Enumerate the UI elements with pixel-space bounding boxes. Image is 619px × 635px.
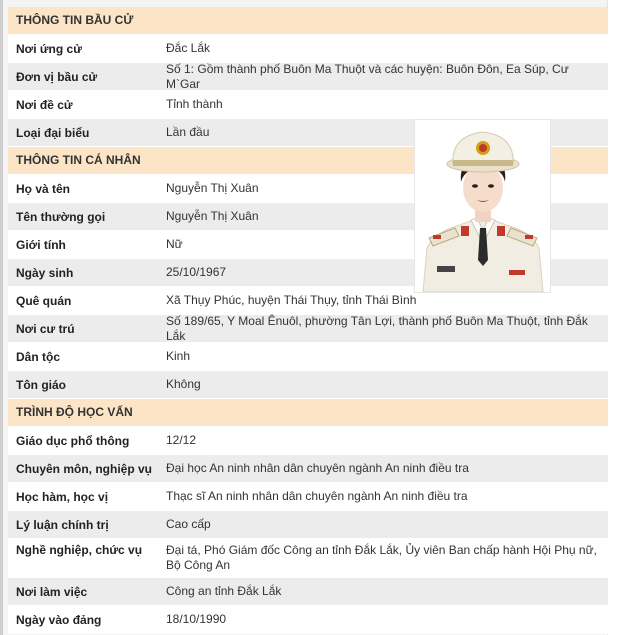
scrollbar-track[interactable] <box>607 0 619 635</box>
row-label: Tôn giáo <box>16 377 66 392</box>
row-value: Đại tá, Phó Giám đốc Công an tỉnh Đắk Lắk, Ủy viên Ban chấp hành Hội Phụ nữ, Bộ Công An <box>166 543 597 572</box>
section-header-personal: THÔNG TIN CÁ NHÂN <box>8 147 608 175</box>
row-value: 18/10/1990 <box>166 612 227 626</box>
row-value: Số 1: Gồm thành phố Buôn Ma Thuột và các huyện: Buôn Đôn, Ea Súp, Cư M`Gar <box>166 61 569 91</box>
row-value: Tỉnh thành <box>166 97 223 111</box>
row-value: Nữ <box>166 237 183 251</box>
row-value: Nguyễn Thị Xuân <box>166 181 259 195</box>
row-value: Số 189/65, Y Moal Ênuôl, phường Tân Lợi, thành phố Buôn Ma Thuột, tỉnh Đắk Lắk <box>166 313 588 343</box>
row-label: Nơi ứng cử <box>16 41 82 56</box>
row-label: Ngày vào đảng <box>16 612 102 627</box>
row-label: Quê quán <box>16 293 72 308</box>
row-value: Thạc sĩ An ninh nhân dân chuyên ngành An ninh điều tra <box>166 489 468 503</box>
officer-portrait-icon <box>415 120 550 292</box>
row-value: Xã Thụy Phúc, huyện Thái Thụy, tỉnh Thái Bình <box>166 293 417 307</box>
row-label: Nơi đề cử <box>16 97 73 112</box>
row-value: Đắc Lắk <box>166 41 211 55</box>
section-header-election: THÔNG TIN BẦU CỬ <box>8 7 608 35</box>
candidate-photo <box>414 119 551 293</box>
row-label: Nghề nghiệp, chức vụ <box>16 543 143 557</box>
table-row <box>8 35 608 63</box>
table-row <box>8 483 608 511</box>
row-label: Ngày sinh <box>16 265 74 280</box>
row-label: Loại đại biểu <box>16 125 90 140</box>
table-row <box>8 63 608 91</box>
row-value: Kinh <box>166 349 191 363</box>
page-left-edge <box>0 0 3 635</box>
candidate-info-table <box>8 7 608 634</box>
row-label: Nơi làm việc <box>16 584 88 599</box>
table-row <box>8 91 608 119</box>
table-row <box>8 427 608 455</box>
table-row <box>8 455 608 483</box>
row-label: Họ và tên <box>16 181 71 196</box>
row-value: Nguyễn Thị Xuân <box>166 209 259 223</box>
row-value: 25/10/1967 <box>166 265 227 279</box>
row-label: Học hàm, học vị <box>16 489 109 504</box>
row-label: Tên thường gọi <box>16 209 106 224</box>
row-value: Không <box>166 377 201 391</box>
row-label: Chuyên môn, nghiệp vụ <box>16 461 153 476</box>
table-row <box>8 511 608 539</box>
table-row <box>8 343 608 371</box>
section-header-education: TRÌNH ĐỘ HỌC VẤN <box>8 399 608 427</box>
row-label: Nơi cư trú <box>16 321 75 336</box>
row-value: Đại học An ninh nhân dân chuyên ngành An ninh điều tra <box>166 461 469 475</box>
row-label: Lý luận chính trị <box>16 517 109 532</box>
row-label: Dân tộc <box>16 349 61 364</box>
table-row <box>8 315 608 343</box>
row-value: Công an tỉnh Đắk Lắk <box>166 584 282 598</box>
row-label: Giáo dục phổ thông <box>16 433 130 448</box>
table-row <box>8 606 608 634</box>
row-label: Đơn vị bầu cử <box>16 69 98 84</box>
table-row <box>8 578 608 606</box>
table-row <box>8 539 608 578</box>
row-label: Giới tính <box>16 237 66 252</box>
row-value: Cao cấp <box>166 517 211 531</box>
table-row <box>8 371 608 399</box>
row-value: 12/12 <box>166 433 197 447</box>
row-value: Lần đầu <box>166 125 210 139</box>
